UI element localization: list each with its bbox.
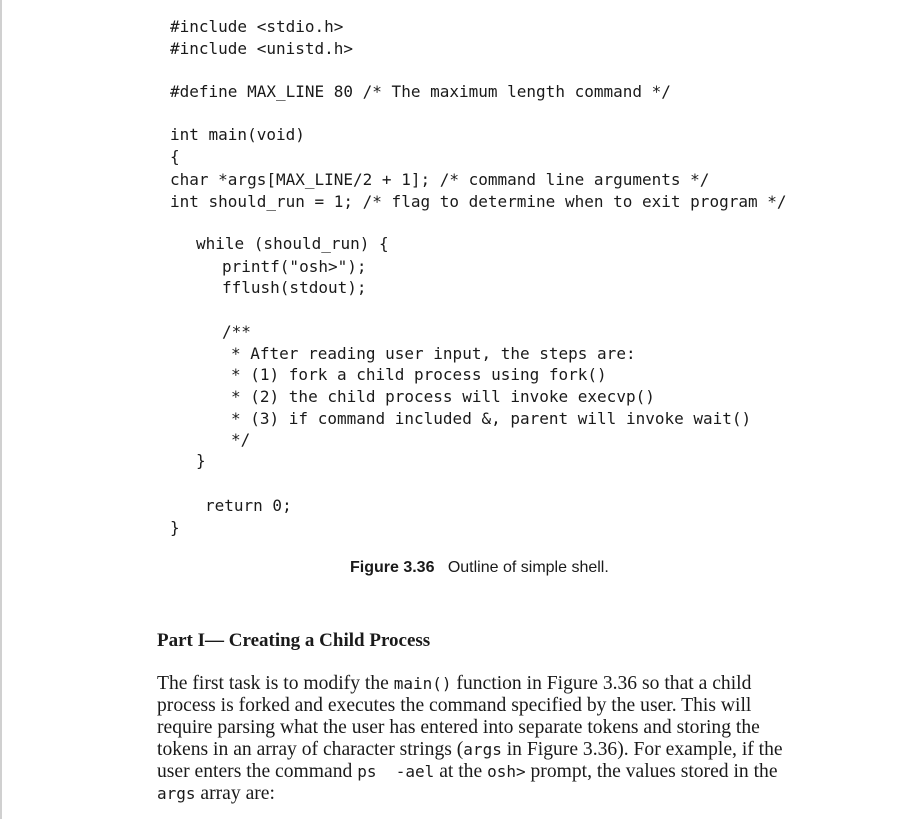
code-line-while: while (should_run) {	[196, 234, 389, 253]
code-line-comment-close: */	[231, 430, 251, 449]
code-line-should-run-decl: int should_run = 1; /* flag to determine when to exit program */	[170, 192, 787, 211]
paragraph-text: The first task is to modify the	[157, 673, 394, 694]
paragraph-line	[157, 739, 783, 761]
code-line-fflush: fflush(stdout);	[222, 278, 367, 297]
inline-code: osh>	[487, 762, 526, 781]
paragraph-text: user enters the command	[157, 761, 358, 782]
paragraph-text: tokens in an array of character strings (	[157, 739, 464, 760]
figure-caption-text: Outline of simple shell.	[447, 559, 609, 576]
code-line-include-stdio: #include <stdio.h>	[170, 17, 344, 36]
paragraph-line: require parsing what the user has entered into separate tokens and storing the	[157, 717, 760, 738]
inline-code: main()	[393, 674, 452, 693]
page-left-border	[0, 0, 2, 819]
paragraph-line	[157, 673, 751, 695]
inline-code: args	[157, 784, 196, 803]
code-line-comment-4: * (3) if command included &, parent will invoke wait()	[231, 409, 752, 428]
code-line-comment-1: * After reading user input, the steps are:	[231, 344, 636, 363]
code-line-define-max-line: #define MAX_LINE 80 /* The maximum length command */	[170, 82, 671, 101]
paragraph-text: function in Figure 3.36 so that a child	[451, 673, 752, 694]
paragraph-text: array are:	[195, 783, 275, 804]
paragraph-text: prompt, the values stored in the	[525, 761, 778, 782]
code-line-open-brace: {	[170, 147, 180, 166]
figure-caption	[350, 558, 609, 578]
code-line-include-unistd: #include <unistd.h>	[170, 39, 354, 58]
figure-label: Figure 3.36	[350, 559, 435, 576]
paragraph-text: in Figure 3.36). For example, if the	[501, 739, 783, 760]
code-line-main-close: }	[170, 518, 180, 537]
code-line-main-signature: int main(void)	[170, 125, 305, 144]
code-line-while-close: }	[196, 451, 206, 470]
code-line-args-decl: char *args[MAX_LINE/2 + 1]; /* command line arguments */	[170, 170, 710, 189]
code-line-return: return 0;	[205, 496, 292, 515]
paragraph-line	[157, 761, 778, 783]
code-line-comment-2: * (1) fork a child process using fork()	[231, 365, 607, 384]
inline-code: args	[463, 740, 502, 759]
code-line-comment-3: * (2) the child process will invoke execvp()	[231, 387, 655, 406]
inline-code: ps -ael	[357, 762, 435, 781]
section-heading: Part I— Creating a Child Process	[157, 630, 431, 651]
paragraph-line	[157, 783, 275, 805]
code-line-comment-open: /**	[222, 322, 251, 341]
paragraph-text: at the	[434, 761, 488, 782]
code-line-printf: printf("osh>");	[222, 257, 367, 276]
paragraph-line: process is forked and executes the command specified by the user. This will	[157, 695, 752, 716]
